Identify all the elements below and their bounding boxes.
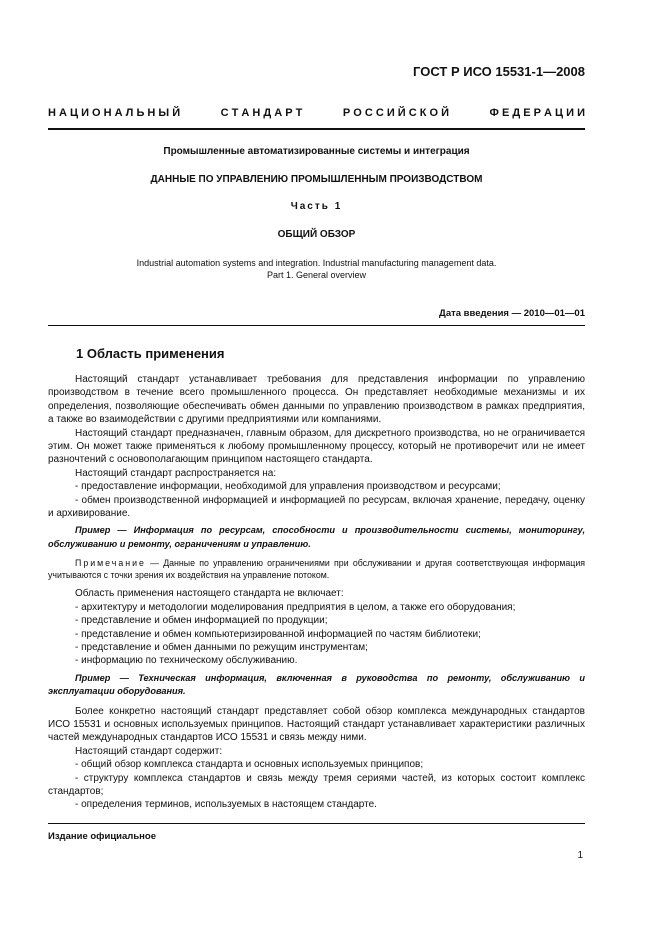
list-item: - предоставление информации, необходимой для управления производством и ресурсами; bbox=[75, 481, 501, 493]
list-item: - обмен производственной информацией и информацией по ресурсам, включая хранение, передачу, оценку и архивирование. bbox=[48, 494, 585, 520]
section-title: 1 Область применения bbox=[76, 346, 225, 361]
list-item: - информацию по техническому обслуживанию. bbox=[75, 655, 298, 667]
note-text: — Данные по управлению ограничениями при обслуживании и другая соответствующая информация учитываются с точки зрения их воздействия на управление потоком. bbox=[48, 558, 585, 581]
national-standard-heading bbox=[48, 107, 585, 119]
list-item: - архитектуру и методологии моделирования предприятия в целом, а также его оборудования; bbox=[75, 601, 516, 613]
list-item: - представление и обмен данными по режущим инструментам; bbox=[75, 641, 368, 653]
paragraph: Настоящий стандарт содержит: bbox=[75, 745, 223, 757]
list-item: - представление и обмен информацией по продукции; bbox=[75, 615, 328, 627]
heading-word: Р О С С И Й С К О Й bbox=[342, 107, 450, 119]
paragraph: Настоящий стандарт устанавливает требования для представления информации по управлению производством в течение всего промышленного процесса. Он представляет необходимые механизмы и их определения, позволяющие обеспечивать обмен данными по управлению производством в рамках предприятия, а также во взаимодействии с другими предприятиями или компаниями. bbox=[48, 374, 585, 426]
title-series: Промышленные автоматизированные системы и интеграция bbox=[163, 146, 470, 157]
heading-word: С Т А Н Д А Р Т bbox=[220, 107, 303, 119]
title-part: Часть 1 bbox=[290, 201, 343, 212]
english-title-line: Industrial automation systems and integration. Industrial manufacturing management data. bbox=[136, 258, 497, 268]
edition-label: Издание официальное bbox=[48, 831, 156, 842]
list-item: - структуру комплекса стандартов и связь между тремя сериями частей, из которых состоит комплекс стандартов; bbox=[48, 772, 585, 797]
date-rule bbox=[48, 325, 585, 326]
title-main: ДАННЫЕ ПО УПРАВЛЕНИЮ ПРОМЫШЛЕННЫМ ПРОИЗВОДСТВОМ bbox=[150, 174, 483, 185]
heading-word: Н А Ц И О Н А Л Ь Н Ы Й bbox=[48, 107, 181, 119]
heading-rule bbox=[48, 128, 585, 130]
list-item: - определения терминов, используемых в настоящем стандарте. bbox=[75, 799, 377, 811]
note bbox=[48, 557, 585, 581]
heading-word: Ф Е Д Е Р А Ц И И bbox=[489, 107, 585, 119]
list-item: - общий обзор комплекса стандарта и основных используемых принципов; bbox=[75, 759, 424, 771]
paragraph: Настоящий стандарт предназначен, главным образом, для дискретного производства, но не ограничивается этим. Он может также применяться к любому промышленному процессу, который не противоречит или не имеет разночтений с основополагающим принципом настоящего стандарта. bbox=[48, 427, 585, 466]
page-number: 1 bbox=[577, 850, 583, 861]
paragraph: Настоящий стандарт распространяется на: bbox=[75, 467, 277, 479]
section-body bbox=[48, 373, 585, 812]
introduction-date: Дата введения — 2010—01—01 bbox=[439, 308, 585, 319]
note-label: Примечание bbox=[75, 558, 146, 569]
english-title bbox=[48, 257, 585, 281]
english-title-line: Part 1. General overview bbox=[266, 270, 367, 280]
example-text: Пример — Информация по ресурсам, способности и производительности системы, мониторингу, обслуживанию и ремонту, ограничениям и управлению. bbox=[48, 525, 585, 549]
paragraph: Более конкретно настоящий стандарт представляет собой обзор комплекса международных стандартов ИСО 15531 и основных используемых принципов. Настоящий стандарт устанавливает характеристики различных частей международных стандартов ИСО 15531 и связь между ними. bbox=[48, 705, 585, 744]
paragraph: Область применения настоящего стандарта не включает: bbox=[75, 588, 344, 600]
list-item: - представление и обмен компьютеризированной информацией по частям библиотеки; bbox=[75, 628, 481, 640]
title-subtitle: ОБЩИЙ ОБЗОР bbox=[277, 229, 356, 240]
example-text: Пример — Техническая информация, включенная в руководства по ремонту, обслуживанию и эксплуатации оборудования. bbox=[48, 672, 585, 697]
document-code: ГОСТ Р ИСО 15531-1—2008 bbox=[413, 64, 585, 79]
footer-rule bbox=[48, 823, 585, 824]
